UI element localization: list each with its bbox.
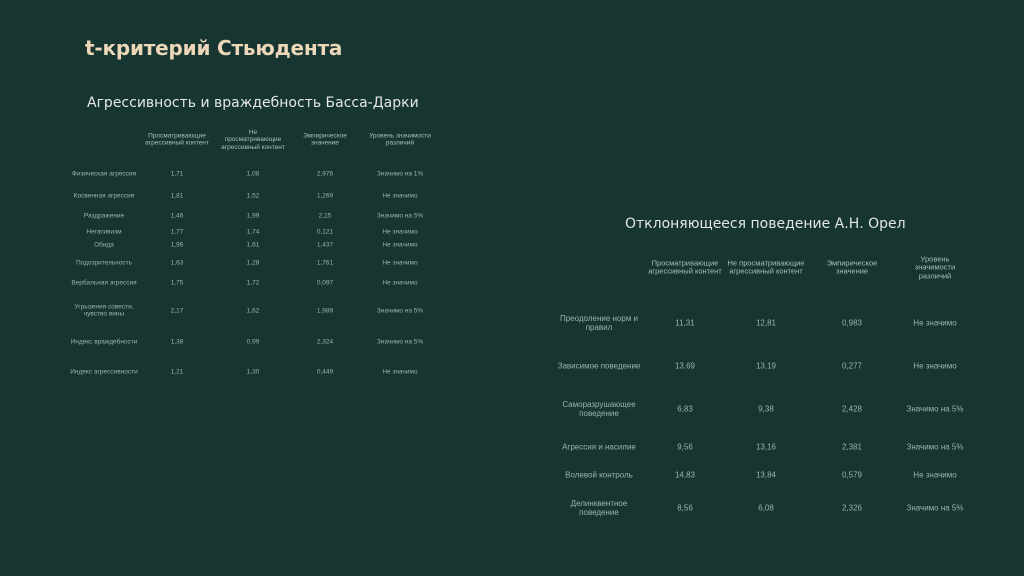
column-header: Эмпирическое значение [303,132,347,147]
table-cell: 1,62 [246,307,260,315]
column-header: Уровень значимости различий [914,254,956,281]
column-header: Просматривающие агрессивный контент [648,258,722,276]
row-label: Косвенная агрессия [73,192,135,200]
table-cell: 13,19 [755,361,777,371]
row-label: Волевой контроль [565,470,633,480]
table-cell: 11,31 [675,318,695,328]
table-cell: 2,326 [841,503,863,513]
table-cell: 6,83 [677,404,693,414]
table-cell: 0,097 [316,279,334,287]
table2-title: Отклоняющееся поведение А.Н. Орел [625,216,906,232]
row-label: Делинквентное поведение [570,499,628,517]
table-cell: 0,121 [316,228,334,236]
table-cell: 1,437 [316,241,334,249]
table-cell: Не значимо [382,368,418,376]
table-cell: 1,72 [246,279,260,287]
table-cell: 14,83 [674,470,696,480]
column-header: Уровень значимости различий [369,132,431,147]
row-label: Обида [94,241,114,249]
table-cell: Значимо на 5% [906,404,964,414]
table-cell: 2,381 [841,442,863,452]
column-header: Эмпирическое значение [826,258,878,276]
table-cell: 0,983 [841,318,863,328]
table-cell: Не значимо [913,361,957,371]
table-cell: 2,428 [841,404,863,414]
table-cell: Не значимо [382,279,418,287]
table-cell: 0,277 [841,361,863,371]
table-cell: 13,16 [755,442,777,452]
slide-title: t-критерий Стьюдента [85,36,343,60]
table-cell: 1,77 [170,228,184,236]
table-cell: 1,21 [170,368,184,376]
table-cell: 6,08 [758,503,774,513]
table-cell: Не значимо [913,318,957,328]
row-label: Угрызения совести, чувство вины [74,303,134,318]
table-cell: 1,46 [170,212,184,220]
table-cell: 1,08 [246,170,260,178]
table-cell: 1,269 [316,192,334,200]
table-cell: Значимо на 1% [376,170,424,178]
table-cell: 2,324 [316,338,334,346]
table-cell: 1,81 [170,192,184,200]
row-label: Вербальная агрессия [71,279,137,287]
row-label: Индекс враждебности [70,338,138,346]
row-label: Зависимое поведение [557,361,641,371]
column-header: Просматривающие агрессивный контент [145,132,209,147]
row-label: Саморазрушающее поведение [562,400,636,418]
table-cell: Не значимо [382,259,418,267]
table-cell: Не значимо [382,192,418,200]
table-cell: 1,74 [246,228,260,236]
row-label: Подозрительность [75,259,132,267]
row-label: Раздражение [83,212,125,220]
table-cell: 2,976 [316,170,334,178]
table-cell: Значимо на 5% [376,338,424,346]
table1-title: Агрессивность и враждебность Басса-Дарки [87,95,419,111]
table-cell: 0,449 [316,368,334,376]
table-cell: 13,69 [674,361,696,371]
table-cell: 1,63 [170,259,184,267]
row-label: Физическая агрессия [71,170,137,178]
row-label: Преодоление норм и правил [559,314,639,332]
table-cell: Значимо на 5% [906,503,964,513]
table-cell: 0,579 [841,470,863,480]
table-cell: 9,56 [677,442,693,452]
table-cell: 1,30 [246,368,260,376]
table-cell: 2,15 [318,212,332,220]
table-cell: 8,56 [677,503,693,513]
table-cell: 1,38 [170,338,184,346]
table-cell: 0,99 [246,338,260,346]
column-header: Не просматривающие агрессивный контент [727,258,805,276]
row-label: Агрессия и насилие [562,442,636,452]
table-cell: 2,17 [170,307,184,315]
table-cell: 12,81 [755,318,777,328]
row-label: Негативизм [86,228,122,236]
table-cell: Не значимо [382,228,418,236]
row-label: Индекс агрессивности [70,368,138,376]
table-cell: Значимо на 5% [376,307,424,315]
table-cell: 1,96 [170,241,184,249]
table-cell: Значимо на 5% [376,212,424,220]
table-cell: 1,761 [316,259,334,267]
table-cell: Не значимо [913,470,957,480]
table-cell: 1,61 [246,241,260,249]
table-cell: 1,28 [246,259,260,267]
table-cell: 1,989 [316,307,334,315]
table-cell: Не значимо [382,241,418,249]
table-cell: 1,52 [246,192,260,200]
table-cell: 9,38 [758,404,774,414]
table-cell: 1,99 [246,212,260,220]
table-cell: 1,71 [170,170,184,178]
table-cell: 1,75 [170,279,184,287]
column-header: Не просматривающие агрессивный контент [221,129,285,151]
table-cell: Значимо на 5% [906,442,964,452]
table-cell: 13,84 [755,470,777,480]
